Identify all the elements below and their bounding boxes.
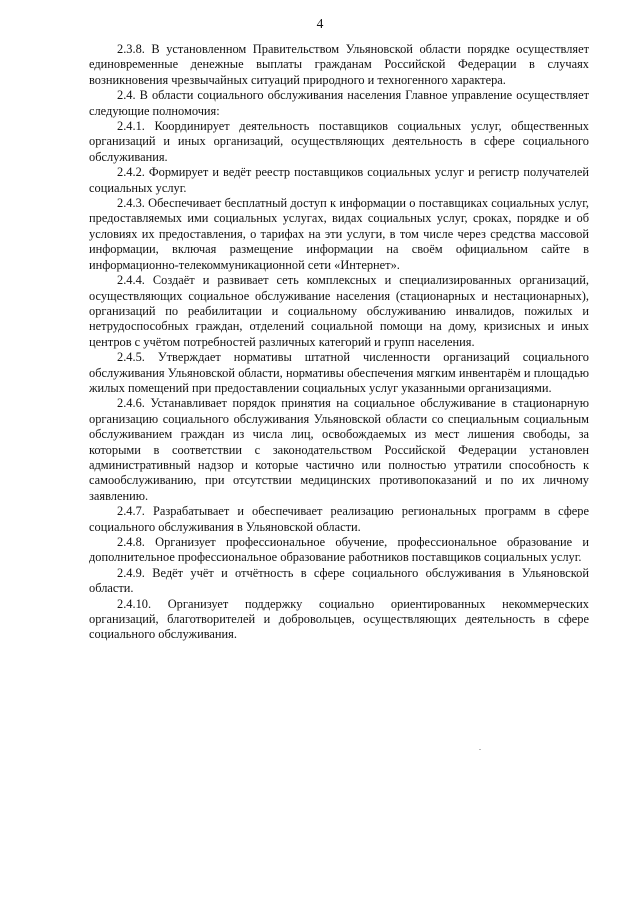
paragraph-2-4-1: 2.4.1. Координирует деятельность поставщиков социальных услуг, общественных организаций и иных организаций, осуществляющих деятельность в сфере социального обслуживания.	[89, 119, 589, 164]
paragraph-2-4-2: 2.4.2. Формирует и ведёт реестр поставщиков социальных услуг и регистр получателей социальных услуг.	[89, 165, 589, 195]
paragraph-2-4-5: 2.4.5. Утверждает нормативы штатной численности организаций социального обслуживания Ульяновской области, нормативы обеспечения мягким инвентарём и площадью жилых помещений при предоставлении социальных услуг указанными организациями.	[89, 350, 589, 395]
paragraph-2-4-9: 2.4.9. Ведёт учёт и отчётность в сфере социального обслуживания в Ульяновской области.	[89, 565, 589, 596]
paragraph-2-4: 2.4. В области социального обслуживания населения Главное управление осуществляет следующие полномочия:	[89, 88, 589, 118]
paragraph-2-4-10: 2.4.10. Организует поддержку социально ориентированных некоммерческих организаций, благотворителей и добровольцев, осуществляющих деятельность в сфере социального обслуживания.	[89, 596, 589, 642]
document-body	[89, 42, 589, 643]
paragraph-2-4-8: 2.4.8. Организует профессиональное обучение, профессиональное образование и дополнительное профессиональное образование работников поставщиков социальных услуг.	[89, 535, 589, 565]
paragraph-2-4-7: 2.4.7. Разрабатывает и обеспечивает реализацию региональных программ в сфере социального обслуживания в Ульяновской области.	[89, 504, 589, 534]
paragraph-2-4-6: 2.4.6. Устанавливает порядок принятия на социальное обслуживание в стационарную организацию социального обслуживания Ульяновской области со специальным социальным обслуживанием граждан из числа лиц, освобождаемых из мест лишения свободы, за которыми в соответствии с законодательством Российской Федерации установлен административный надзор и которые частично или полностью утратили способность к самообслуживанию, при отсутствии медицинских противопоказаний и по их личному заявлению.	[89, 396, 589, 503]
paragraph-2-4-4: 2.4.4. Создаёт и развивает сеть комплексных и специализированных организаций, осуществляющих социальное обслуживание населения (стационарных и нестационарных), организаций по реабилитации и социальному обслуживанию инвалидов, пожилых и нетрудоспособных граждан, отделений социальной помощи на дому, кризисных и иных центров с учётом потребностей различных категорий и групп населения.	[89, 273, 589, 349]
paragraph-2-3-8: 2.3.8. В установленном Правительством Ульяновской области порядке осуществляет единовременные денежные выплаты гражданам Российской Федерации в случаях возникновения чрезвычайных ситуаций природного и техногенного характера.	[89, 42, 589, 87]
scan-speck	[479, 749, 481, 750]
page-number: 4	[316, 16, 324, 31]
paragraph-2-4-3: 2.4.3. Обеспечивает бесплатный доступ к информации о поставщиках социальных услуг, предоставляемых ими социальных услугах, видах социальных услуг, сроках, порядке и об условиях их предоставления, о тарифах на эти услуги, в том числе через средства массовой информации, включая размещение информации на своём официальном сайте в информационно-телекоммуникационной сети «Интернет».	[89, 196, 589, 272]
